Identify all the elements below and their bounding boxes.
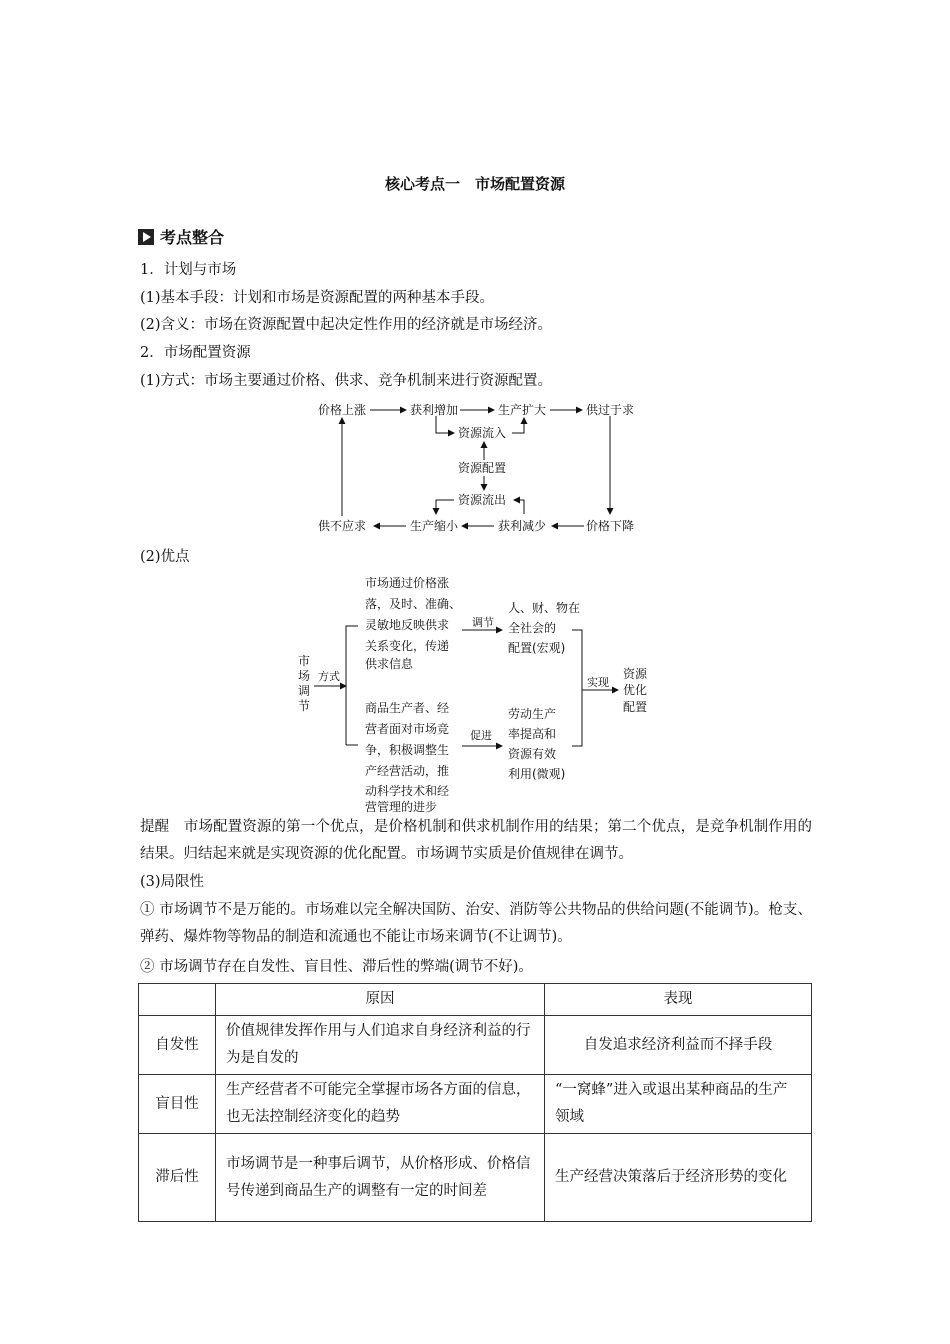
node-resource-outflow: 资源流出 <box>458 493 507 507</box>
row-reason: 生产经营者不可能完全掌握市场各方面的信息，也无法控制经济变化的趋势 <box>216 1075 545 1134</box>
price-mechanism-diagram <box>300 396 650 541</box>
upper-result-line: 配置(宏观) <box>508 641 566 655</box>
node-resource-allocation: 资源配置 <box>458 461 507 475</box>
node-demand-exceed: 供不应求 <box>318 519 367 533</box>
limitation-point-2: ② 市场调节存在自发性、盲目性、滞后性的弊端(调节不好)。 <box>140 959 533 975</box>
heading-market-allocation: 2．市场配置资源 <box>140 345 251 361</box>
table-header-cell <box>139 984 216 1016</box>
lower-box-line: 营者面对市场竞 <box>365 722 450 736</box>
lower-box-line: 营管理的进步 <box>365 800 438 814</box>
tip-paragraph: 提醒 市场配置资源的第一个优点，是价格机制和供求机制作用的结果；第二个优点，是竞争机制作用的结果。归结起来就是实现资源的优化配置。市场调节实质是价值规律在调节。 <box>140 819 812 862</box>
row-name: 自发性 <box>139 1016 216 1075</box>
final-result-line: 配置 <box>623 700 648 714</box>
upper-box-line: 供求信息 <box>365 657 414 671</box>
table-header-cell: 原因 <box>216 984 545 1016</box>
node-production-shrink: 生产缩小 <box>410 519 459 533</box>
advantages-heading: (2)优点 <box>140 549 190 565</box>
row-show: 自发追求经济利益而不择手段 <box>545 1016 812 1075</box>
lower-box-line: 商品生产者、经 <box>365 701 450 715</box>
section-heading <box>138 225 224 248</box>
section-label: 考点整合 <box>160 228 225 247</box>
node-supply-exceed: 供过于求 <box>586 403 635 417</box>
final-result-line: 优化 <box>623 683 648 697</box>
left-char: 场 <box>298 669 311 683</box>
final-result-line: 资源 <box>623 667 648 681</box>
definition-text: (2)含义：市场在资源配置中起决定性作用的经济就是市场经济。 <box>140 317 553 333</box>
table-header-cell: 表现 <box>545 984 812 1016</box>
row-reason: 价值规律发挥作用与人们追求自身经济利益的行为是自发的 <box>216 1016 545 1075</box>
label-regulate: 调节 <box>472 616 494 629</box>
row-name: 滞后性 <box>139 1134 216 1222</box>
row-show: 生产经营决策落后于经济形势的变化 <box>545 1134 812 1222</box>
row-show: “一窝蜂”进入或退出某种商品的生产领域 <box>545 1075 812 1134</box>
table-header-row <box>139 984 812 1016</box>
lower-result-line: 资源有效 <box>508 747 557 761</box>
upper-result-line: 人、财、物在 <box>508 601 581 615</box>
table-row <box>139 1075 812 1134</box>
left-char: 调 <box>298 684 311 698</box>
node-price-rise: 价格上涨 <box>318 403 367 417</box>
node-profit-increase: 获利增加 <box>410 403 459 417</box>
lower-box-line: 产经营活动，推 <box>365 764 450 778</box>
table-row <box>139 1016 812 1075</box>
table-row <box>139 1134 812 1222</box>
lower-box-line: 争，积极调整生 <box>365 743 450 757</box>
limitation-point-1: ① 市场调节不是万能的。市场难以完全解决国防、治安、消防等公共物品的供给问题(不能调节)。枪支、弹药、爆炸物等物品的制造和流通也不能让市场来调节(不让调节)。 <box>140 902 812 945</box>
limitations-heading: (3)局限性 <box>140 874 205 890</box>
node-price-fall: 价格下降 <box>586 519 635 533</box>
play-triangle-icon <box>138 229 154 245</box>
page-title: 核心考点一 市场配置资源 <box>384 175 565 193</box>
limitations-table <box>138 983 812 1222</box>
lower-result-line: 利用(微观) <box>508 767 566 781</box>
method-text: (1)方式：市场主要通过价格、供求、竞争机制来进行资源配置。 <box>140 373 553 389</box>
market-regulation-diagram <box>290 570 670 815</box>
node-resource-inflow: 资源流入 <box>458 426 507 440</box>
upper-box-line: 关系变化，传递 <box>365 639 450 653</box>
row-reason: 市场调节是一种事后调节，从价格形成、价格信号传递到商品生产的调整有一定的时间差 <box>216 1134 545 1222</box>
lower-box-line: 动科学技术和经 <box>365 784 450 798</box>
left-char: 市 <box>298 654 311 668</box>
heading-plan-market: 1．计划与市场 <box>140 262 237 278</box>
node-profit-decrease: 获利减少 <box>498 519 547 533</box>
left-char: 节 <box>298 699 311 713</box>
lower-result-line: 率提高和 <box>508 727 557 741</box>
label-promote: 促进 <box>470 729 492 742</box>
upper-box-line: 落，及时、准确、 <box>365 597 462 611</box>
label-achieve: 实现 <box>587 676 609 689</box>
node-production-expand: 生产扩大 <box>498 403 547 417</box>
lower-result-line: 劳动生产 <box>508 707 557 721</box>
label-method: 方式 <box>318 670 340 683</box>
upper-result-line: 全社会的 <box>508 621 557 635</box>
row-name: 盲目性 <box>139 1075 216 1134</box>
basic-means-text: (1)基本手段：计划和市场是资源配置的两种基本手段。 <box>140 290 495 306</box>
upper-box-line: 市场通过价格涨 <box>365 576 450 590</box>
upper-box-line: 灵敏地反映供求 <box>365 618 450 632</box>
